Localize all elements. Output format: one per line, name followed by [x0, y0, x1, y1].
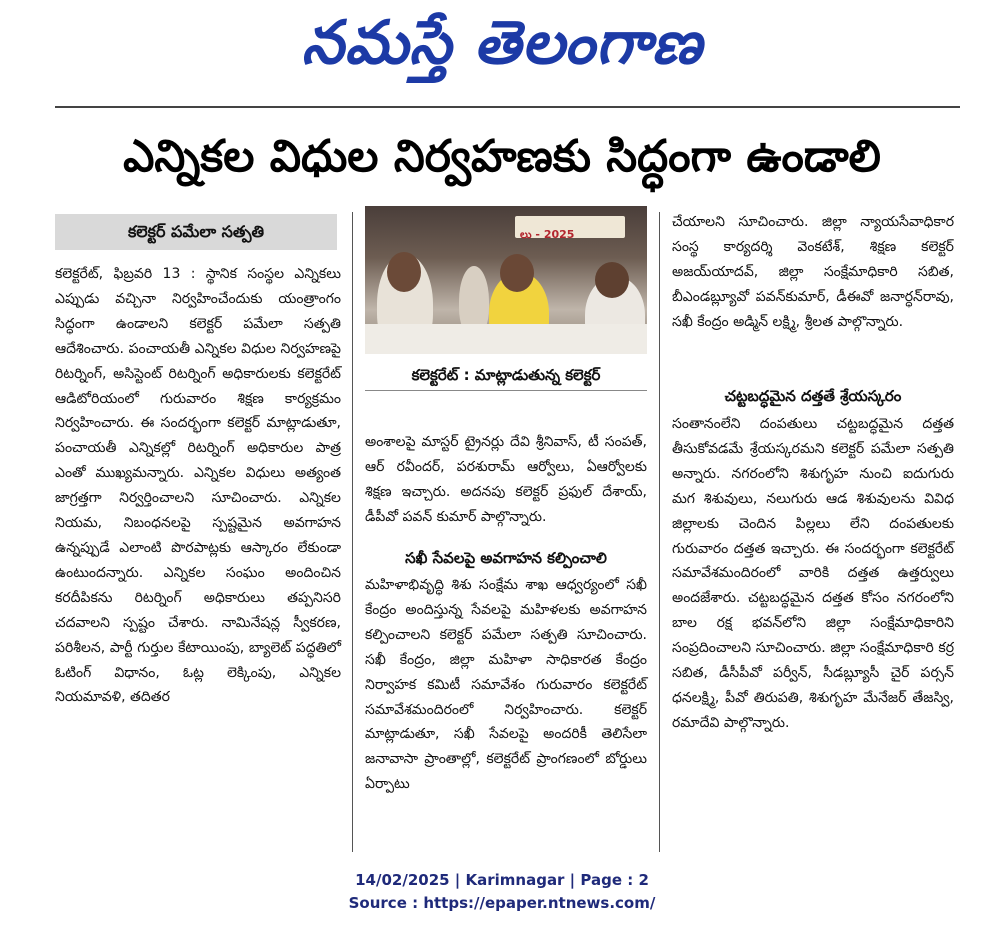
footer-source-link[interactable]: Source : https://epaper.ntnews.com/ — [348, 894, 656, 912]
subheading-sakhi: సఖీ సేవలపై అవగాహన కల్పించాలి — [405, 549, 607, 567]
photo-banner-text: లు - 2025 — [520, 228, 575, 241]
article-byline: కలెక్టర్ పమేలా సత్పతి — [55, 214, 337, 250]
subheading-adoption: చట్టబద్ధమైన దత్తతే శ్రేయస్కరం — [724, 387, 902, 405]
article-photo — [365, 206, 647, 354]
masthead-logo-text: నమస్తే తెలంగాణ — [301, 8, 703, 78]
photo-person-left-head — [387, 252, 421, 292]
newspaper-masthead — [0, 0, 1004, 92]
article-column-2: అంశాలపై మాస్టర్ ట్రైనర్లు దేవి శ్రీనివాస్, టీ సంపత్, ఆర్ రవీందర్, పరశురామ్ ఆర్వోలు, ఏఆర్వోలకు శిక్షణ ఇచ్చారు. అదనపు కలెక్టర్ ప్రఫుల్ దేశాయ్, డీపీవో పవన్ కుమార్ పాల్గొన్నారు. — [365, 434, 647, 525]
photo-caption: కలెక్టరేట్ : మాట్లాడుతున్న కలెక్టర్ — [365, 360, 647, 391]
column-divider — [659, 212, 660, 852]
photo-table — [365, 324, 647, 354]
photo-person-collector-head — [500, 254, 534, 292]
footer-date-edition: 14/02/2025 | Karimnagar | Page : 2 — [355, 871, 649, 889]
article-column-2b: మహిళాభివృద్ధి శిశు సంక్షేమ శాఖ ఆధ్వర్యంలో సఖీ కేంద్రం అందిస్తున్న సేవలపై మహిళలకు అవగాహన కల్పించాలని కలెక్టర్ పమేలా సత్పతి సూచించారు. సఖీ కేంద్రం, జిల్లా మహిళా సాధికారత కేంద్రం నిర్వాహక కమిటీ సమావేశం గురువారం కలెక్టరేట్ సమావేశమందిరంలో నిర్వహించారు. కలెక్టర్ మాట్లాడుతూ, సఖీ సేవలపై అందరికీ తెలిసేలా జనావాసా ప్రాంతాల్లో, కలెక్టరేట్ ప్రాంగణంలో బోర్డులు ఏర్పాటు — [365, 577, 647, 793]
article-column-1: కలెక్టరేట్, ఫిబ్రవరి 13 : స్థానిక సంస్థల ఎన్నికలు ఎప్పుడు వచ్చినా నిర్వహించేందుకు యంత్రాంగం సిద్ధంగా ఉండాలని కలెక్టర్ పమేలా సత్పతి ఆదేశించారు. పంచాయతీ ఎన్నికల విధుల నిర్వహణపై రిటర్నింగ్, అసిస్టెంట్ రిటర్నింగ్ అధికారులకు కలెక్టరేట్ ఆడిటోరియంలో గురువారం శిక్షణ కార్యక్రమం నిర్వహించారు. ఈ సందర్భంగా కలెక్టర్ మాట్లాడుతూ, పంచాయతీ ఎన్నికల్లో రిటర్నింగ్ అధికారుల పాత్ర ఎంతో ముఖ్యమన్నారు. ఎన్నికల విధులు అత్యంత జాగ్రత్తగా నిర్వర్తించాలని సూచించారు. ఎన్నికల నియమ, నిబంధనలపై స్పష్టమైన అవగాహన ఉన్నప్పుడే ఎలాంటి పొరపాట్లకు ఆస్కారం లేకుండా ఉంటుందన్నారు. ఎన్నికల సంఘం అందించిన కరదీపికను రిటర్నింగ్ అధికారులు తప్పనిసరి చదవాలని స్పష్టం చేశారు. నామినేషన్ల స్వీకరణ, పరిశీలన, పార్టీ గుర్తుల కేటాయింపు, బ్యాలెట్ పద్ధతిలో ఓటింగ్ విధానం, ఓట్ల లెక్కింపు, ఎన్నికల నియమావళి, తదితర — [55, 266, 341, 706]
photo-person-right-head — [595, 262, 629, 298]
article-column-3b: సంతానంలేని దంపతులు చట్టబద్ధమైన దత్తత తీసుకోవడమే శ్రేయస్కరమని కలెక్టర్ పమేలా సత్పతి అన్నారు. నగరంలోని శిశుగృహ నుంచి ఐదుగురు మగ శిశువులు, నలుగురు ఆడ శిశువులను వివిధ జిల్లాలకు చెందిన పిల్లలు లేని దంపతులకు గురువారం దత్తత ఇచ్చారు. ఈ సందర్భంగా కలెక్టరేట్ సమావేశమందిరంలో వారికి దత్తత ఉత్తర్వులు అందజేశారు. చట్టబద్ధమైన దత్తత కోసం నగరంలోని బాల రక్ష భవన్‌లోని జిల్లా సంక్షేమాధికారిని సంప్రదించాలని సూచించారు. జిల్లా సంక్షేమాధికారి కర్ర సబిత, డీసీపీవో పర్వీన్, సీడబ్ల్యూసీ చైర్ పర్సన్ ధనలక్ష్మి, పీవో తిరుపతి, శిశుగృహ మేనేజర్ తేజస్వి, రమాదేవి పాల్గొన్నారు. — [672, 416, 954, 731]
masthead-divider — [55, 106, 960, 108]
article-column-3: చేయాలని సూచించారు. జిల్లా న్యాయసేవాధికార సంస్థ కార్యదర్శి వెంకటేశ్, శిక్షణ కలెక్టర్ అజయ్‌యాదవ్, జిల్లా సంక్షేమాధికారి సబిత, బీఎండబ్ల్యూవో పవన్‌కుమార్, డీఈవో జనార్ధన్‌రావు, సఖీ కేంద్రం అడ్మిన్ లక్ష్మి, శ్రీలత పాల్గొన్నారు. — [672, 214, 954, 330]
article-headline: ఎన్నికల విధుల నిర్వహణకు సిద్ధంగా ఉండాలి — [123, 131, 881, 182]
column-divider — [352, 212, 353, 852]
